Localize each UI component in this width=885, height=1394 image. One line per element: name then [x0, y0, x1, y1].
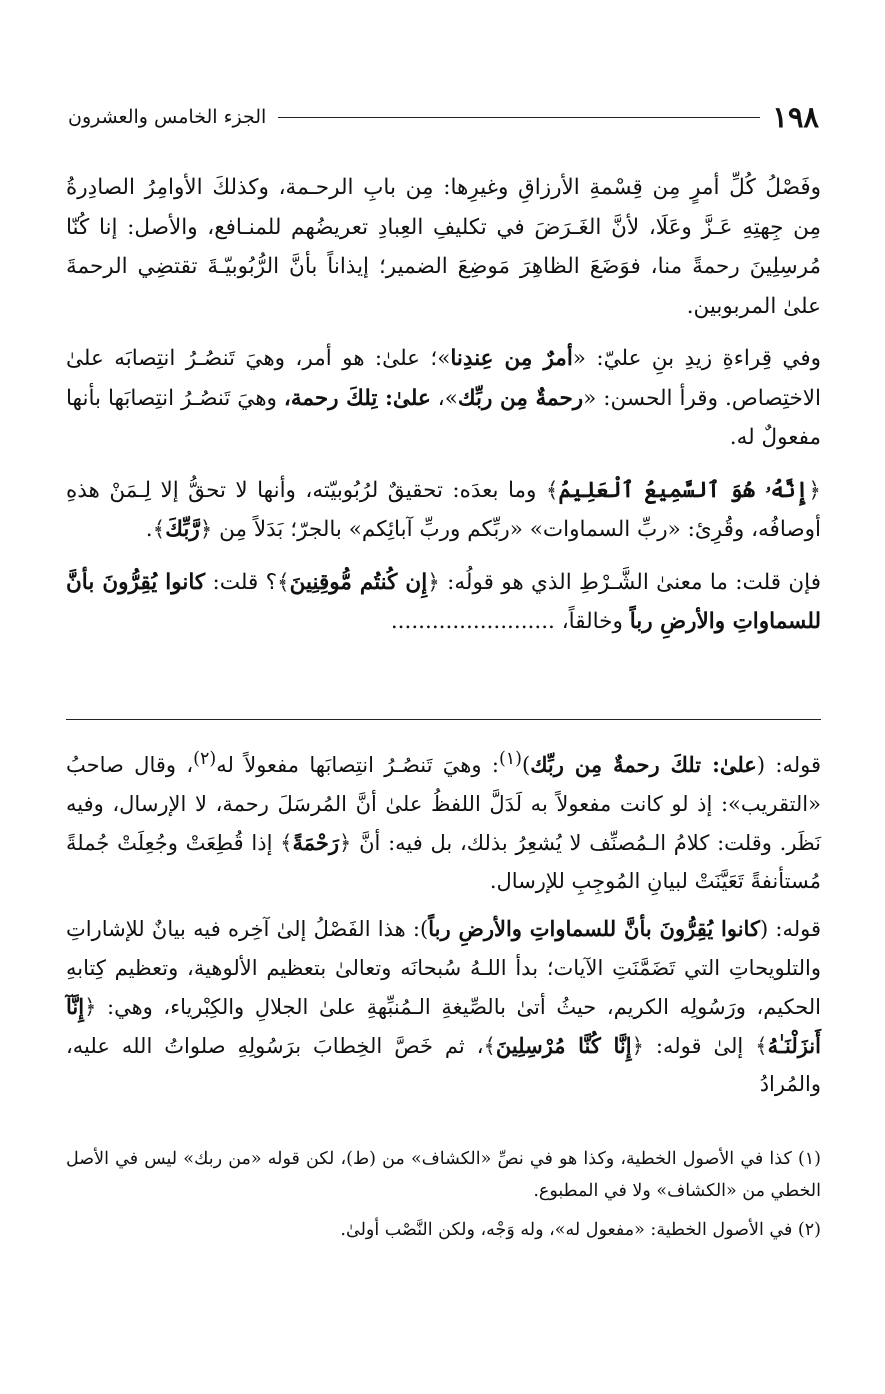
- ornate-bracket-open: ﴿: [427, 569, 440, 595]
- quran-verse: إِنَّآ أَنزَلْنَـٰهُ: [66, 993, 821, 1058]
- footnotes: [66, 1144, 821, 1255]
- quran-verse: إِنَّا كُنَّا مُرْسِلِينَ: [495, 1032, 632, 1058]
- commentary-paragraph-1: [66, 740, 821, 901]
- text-run: وخالقاً،: [554, 609, 630, 634]
- ornate-bracket-open: ﴿: [631, 1033, 644, 1058]
- paragraph-2: [66, 339, 821, 458]
- header-rule: [278, 117, 760, 118]
- quran-verse: إِن كُنتُم مُّوقِنِينَ: [289, 569, 428, 595]
- continuation-dots: ........................: [390, 609, 555, 634]
- ornate-bracket-close: ﴾: [277, 569, 290, 595]
- ornate-bracket-open: ﴿: [339, 830, 352, 855]
- running-title: الجزء الخامس والعشرون: [68, 106, 267, 128]
- bold-phrase: كانوا يُقِرُّونَ بأنَّ للسماواتِ والأرضِ رباً: [428, 916, 760, 942]
- paragraph-4: [66, 563, 821, 642]
- text-run: قوله: (: [756, 753, 821, 777]
- page-header: [68, 95, 819, 139]
- bold-phrase: علىٰ: تلكَ رحمةٌ مِن ربِّك: [530, 752, 757, 777]
- paragraph-3: [66, 471, 821, 550]
- text-run: ): هذا الفَصْلُ إلىٰ آخِره فيه بيانٌ للإشاراتِ والتلويحاتِ التي تَضَمَّنَتِ الآيات؛ بدأ اللـهُ سُبحانَه وتعالىٰ بتعظيم الألوهية، وتعظيم كِتابهِ الحكيم، ورَسُولِه الكريم، حيثُ أتىٰ بالصِّيغةِ الـمُنبِّهةِ علىٰ الجلالِ والكِبْرياء، وهي:: [66, 917, 821, 1019]
- bold-phrase: علىٰ: تِلكَ رحمة،: [283, 385, 431, 411]
- quran-verse: رَّبِّكَ: [165, 517, 200, 542]
- text-run: وهيَ تَنصُـرُ انتِصابَها بأنها مفعولٌ له.: [66, 385, 821, 450]
- page-number: ١٩٨: [772, 100, 819, 134]
- ornate-bracket-close: ﴾: [483, 1033, 496, 1058]
- reading-quote: رحمةٌ مِن ربِّك: [457, 385, 584, 411]
- footnote-ref-1: (١): [498, 749, 522, 769]
- text-run: ): [522, 753, 531, 777]
- text-run: ؟ قلت:: [205, 569, 278, 595]
- text-run: : وهيَ تَنصُـرُ انتِصابَها مفعولاً له: [216, 753, 499, 777]
- text-run: ، ثم خَصَّ الخِطابَ برَسُولِهِ صلواتُ الله عليه، والمُرادُ: [66, 1033, 821, 1097]
- commentary-text: [66, 740, 821, 1113]
- quran-verse: إِنَّهُۥ هُوَ ٱلسَّمِيعُ ٱلْعَلِيمُ: [558, 477, 809, 503]
- footnote-ref-2: (٢): [193, 749, 217, 769]
- ornate-bracket-open: ﴿: [84, 994, 97, 1019]
- section-divider: [66, 719, 821, 720]
- bold-phrase: كانوا يُقِرُّونَ بأنَّ للسماواتِ والأرضِ رباً: [66, 569, 821, 634]
- commentary-paragraph-2: [66, 910, 821, 1104]
- text-run: وفي قِراءةِ زيدِ بنِ عليّ: «: [572, 346, 821, 371]
- ornate-bracket-close: ﴾: [545, 477, 559, 503]
- text-run: فإن قلت: ما معنىٰ الشَّـرْطِ الذي هو قولُه:: [439, 569, 821, 595]
- text-run: »،: [430, 385, 458, 411]
- reading-quote: أمرٌ مِن عِندِنا: [450, 346, 573, 371]
- ornate-bracket-open: ﴿: [199, 517, 213, 542]
- footnote-2: (٢) في الأصول الخطية: «مفعول له»، وله وَجْه، ولكن النَّصْب أولىٰ.: [340, 1220, 821, 1240]
- ornate-bracket-close: ﴾: [152, 517, 166, 542]
- text-run: وما بعدَه: تحقيقٌ لرُبُوبيّته، وأنها لا تحقُّ إلا لِـمَنْ هذهِ أوصافُه، وقُرِئ: «ربِّ السماوات» «ربِّكم وربِّ آبائِكم» بالجرّ؛ بَدَلاً مِن: [66, 477, 821, 542]
- text-run: إذا قُطِعَتْ وجُعِلَتْ جُملةً مُستأنفةً تَعَيَّنَتْ لبيانِ المُوجِبِ للإرسال.: [66, 830, 821, 894]
- ornate-bracket-close: ﴾: [280, 830, 293, 855]
- footnote-1: (١) كذا في الأصول الخطية، وكذا هو في نصِّ «الكشاف» من (ط)، لكن قوله «من ربك» ليس في الأصل الخطي من «الكشاف» ولا في المطبوع.: [66, 1149, 821, 1201]
- text-run: إلىٰ قوله:: [643, 1033, 756, 1058]
- text-run: .: [145, 517, 153, 542]
- text-run: قوله: (: [759, 917, 821, 942]
- quran-verse: رَحْمَةً: [292, 829, 340, 855]
- ornate-bracket-open: ﴿: [808, 477, 821, 503]
- paragraph-1: وفَصْلُ كُلِّ أمرٍ مِن قِسْمةِ الأرزاقِ وغيرِها: مِن بابِ الرحـمة، وكذلكَ الأوامِرُ الصادِرةُ مِن جِهتِهِ عَـزَّ وعَلَا، لأنَّ الغَـرَضَ في تكليفِ العِبادِ تعريضُهم للمنـافع، والأصل: إنا كُنّا مُرسِلِينَ رحمةً منا، فوَضَعَ الظاهِرَ مَوضِعَ الضمير؛ إيذاناً بأنَّ الرُّبُوبيّـةَ تقتضِي الرحمةَ علىٰ المربوبين.: [66, 175, 821, 319]
- text-run: »؛ علىٰ: هو أمر، وهيَ تَنصُـرُ انتِصابَه علىٰ الاختِصاص. وقرأ الحسن: «: [66, 346, 821, 411]
- text-run: ، وقال صاحبُ «التقريب»: إذ لو كانت مفعولاً به لَدَلَّ اللفظُ علىٰ أنَّ المُرسَلَ رحمة، لا الإرسال، وفيه نَظَر. وقلت: كلامُ الـمُصنِّف لا يُشعِرُ بذلك، بل فيه: أنَّ: [66, 753, 821, 855]
- ornate-bracket-close: ﴾: [755, 1033, 768, 1058]
- main-text: [66, 168, 821, 646]
